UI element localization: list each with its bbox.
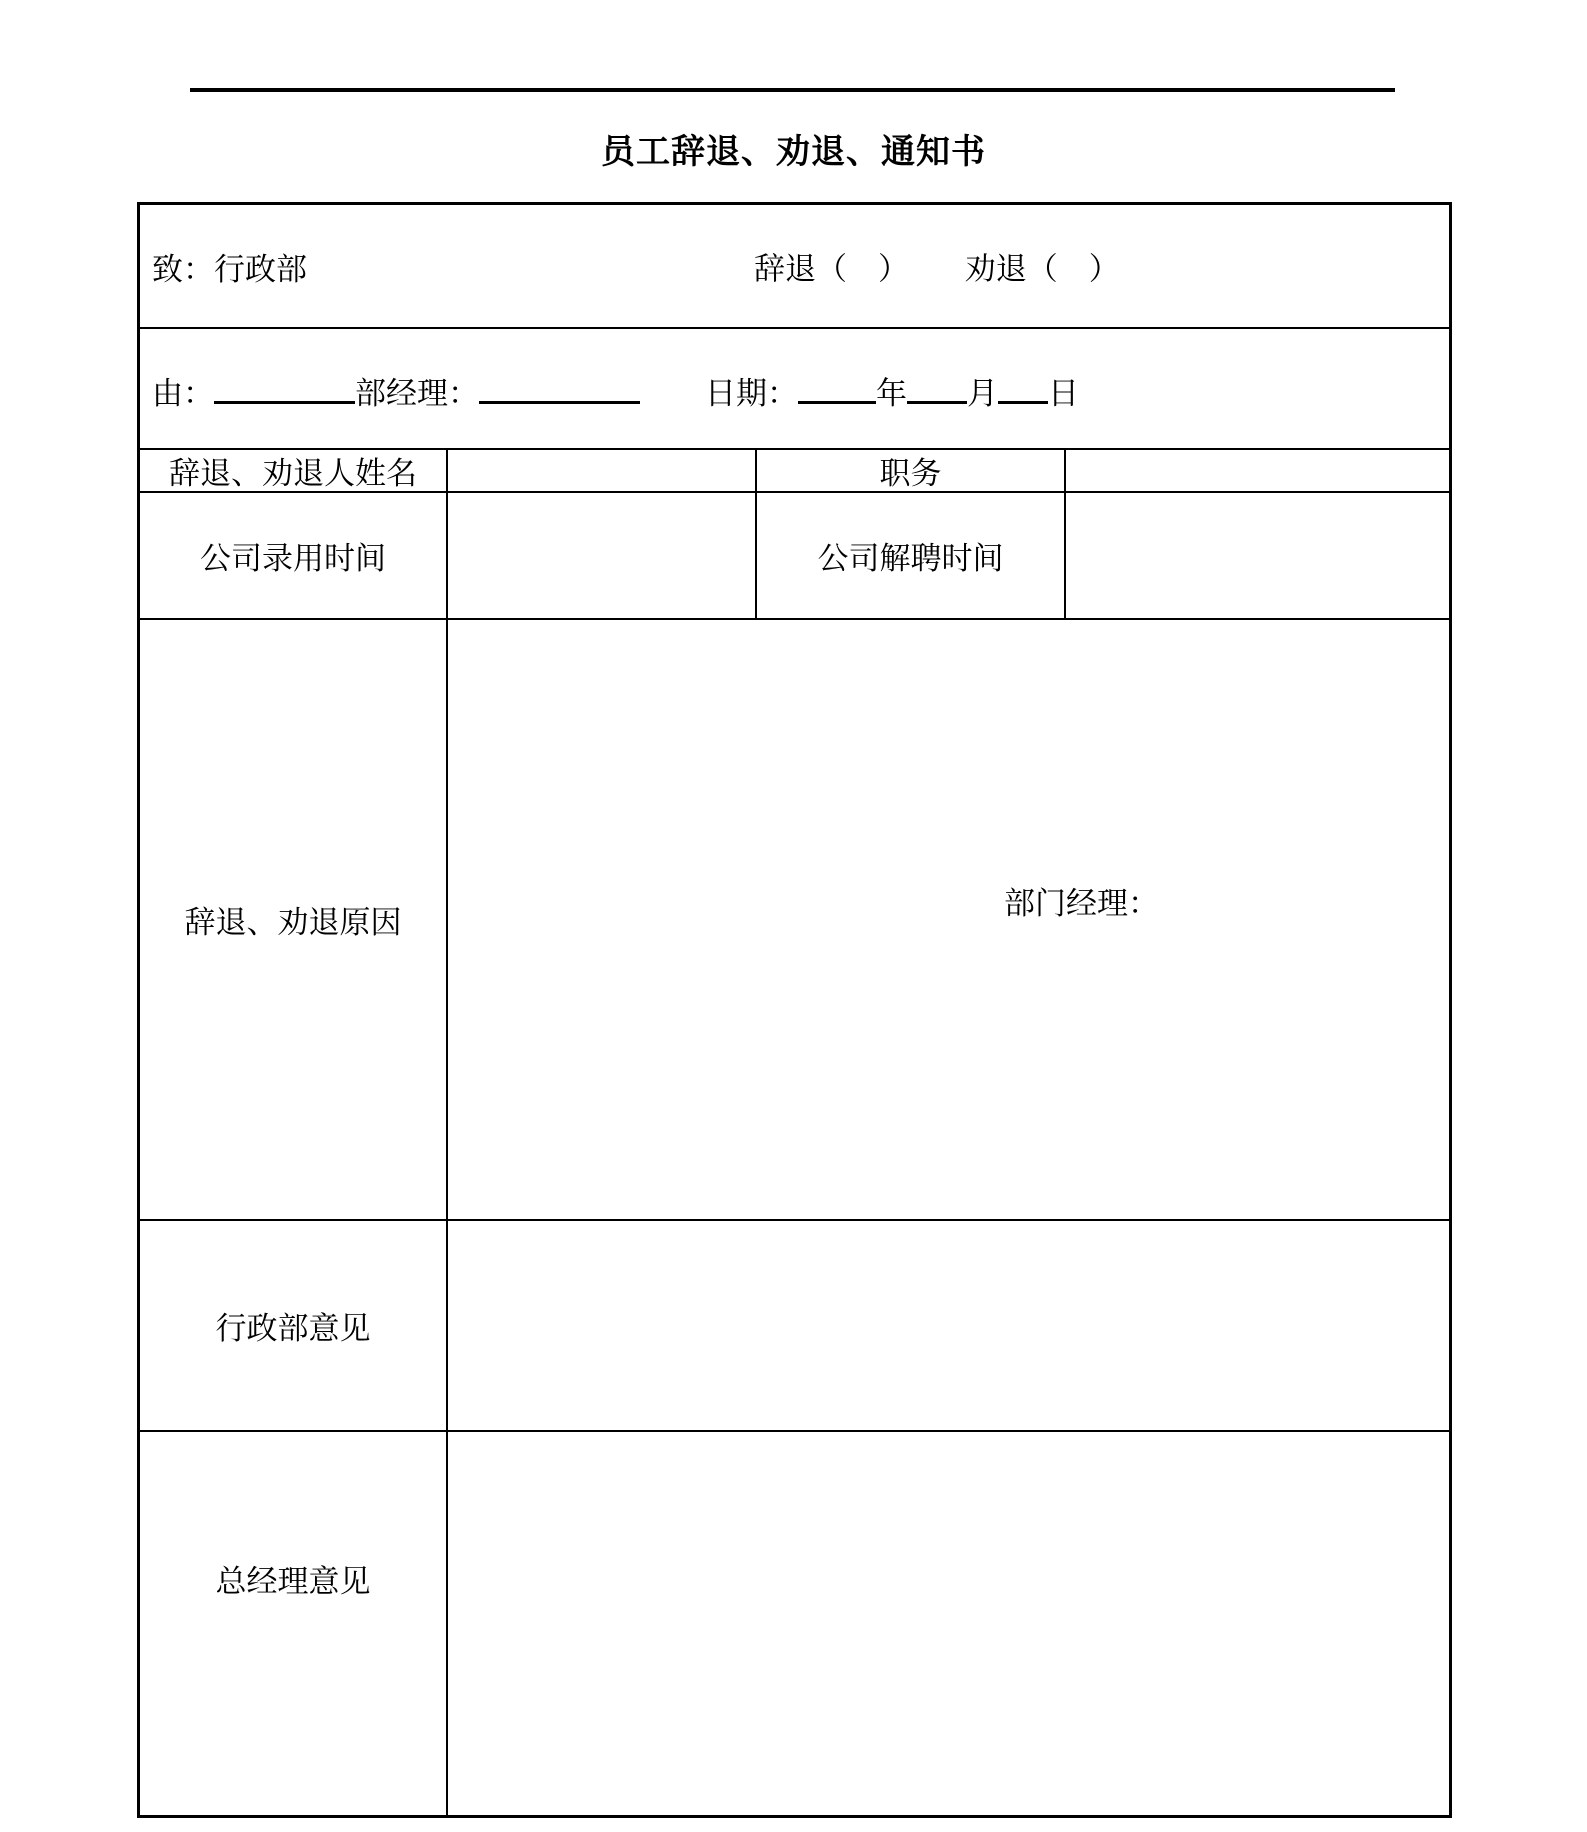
to-label: 致：行政部 bbox=[152, 251, 307, 287]
date-label: 日期： bbox=[705, 375, 798, 411]
admin-label-cell: 行政部意见 bbox=[140, 1221, 448, 1432]
gm-value-cell[interactable] bbox=[448, 1432, 1449, 1815]
dept-manager-sign-label: 部门经理： bbox=[1004, 886, 1159, 921]
day-label: 日 bbox=[1048, 375, 1079, 411]
notice-form-table bbox=[137, 202, 1452, 1818]
dismiss-options bbox=[754, 244, 1120, 289]
year-blank-line[interactable] bbox=[798, 365, 876, 404]
day-blank-line[interactable] bbox=[998, 365, 1048, 404]
gm-label-cell: 总经理意见 bbox=[140, 1432, 448, 1815]
from-line bbox=[140, 365, 1449, 413]
by-blank-line[interactable] bbox=[214, 365, 355, 404]
month-blank-line[interactable] bbox=[907, 365, 967, 404]
reason-label-cell: 辞退、劝退原因 bbox=[140, 620, 448, 1221]
terminated-label-cell: 公司解聘时间 bbox=[757, 493, 1066, 620]
position-value-cell[interactable] bbox=[1066, 450, 1449, 493]
persuade-option[interactable]: 劝退（ ） bbox=[964, 251, 1120, 287]
year-label: 年 bbox=[876, 375, 907, 411]
reason-value-cell[interactable] bbox=[448, 620, 1449, 1221]
hired-value-cell[interactable] bbox=[448, 493, 757, 620]
name-value-cell[interactable] bbox=[448, 450, 757, 493]
terminated-value-cell[interactable] bbox=[1066, 493, 1449, 620]
month-label: 月 bbox=[967, 375, 998, 411]
by-label: 由： bbox=[152, 375, 214, 411]
hired-label-cell: 公司录用时间 bbox=[140, 493, 448, 620]
row-to bbox=[140, 205, 1449, 329]
name-label-cell: 辞退、劝退人姓名 bbox=[140, 450, 448, 493]
dismiss-option[interactable]: 辞退（ ） bbox=[754, 251, 909, 287]
document-title: 员工辞退、劝退、通知书 bbox=[601, 134, 986, 171]
dept-manager-label: 部经理： bbox=[355, 375, 479, 411]
admin-value-cell[interactable] bbox=[448, 1221, 1449, 1432]
row-from bbox=[140, 329, 1449, 450]
dept-manager-blank-line[interactable] bbox=[479, 365, 640, 404]
position-label-cell: 职务 bbox=[757, 450, 1066, 493]
header-rule bbox=[190, 88, 1395, 92]
